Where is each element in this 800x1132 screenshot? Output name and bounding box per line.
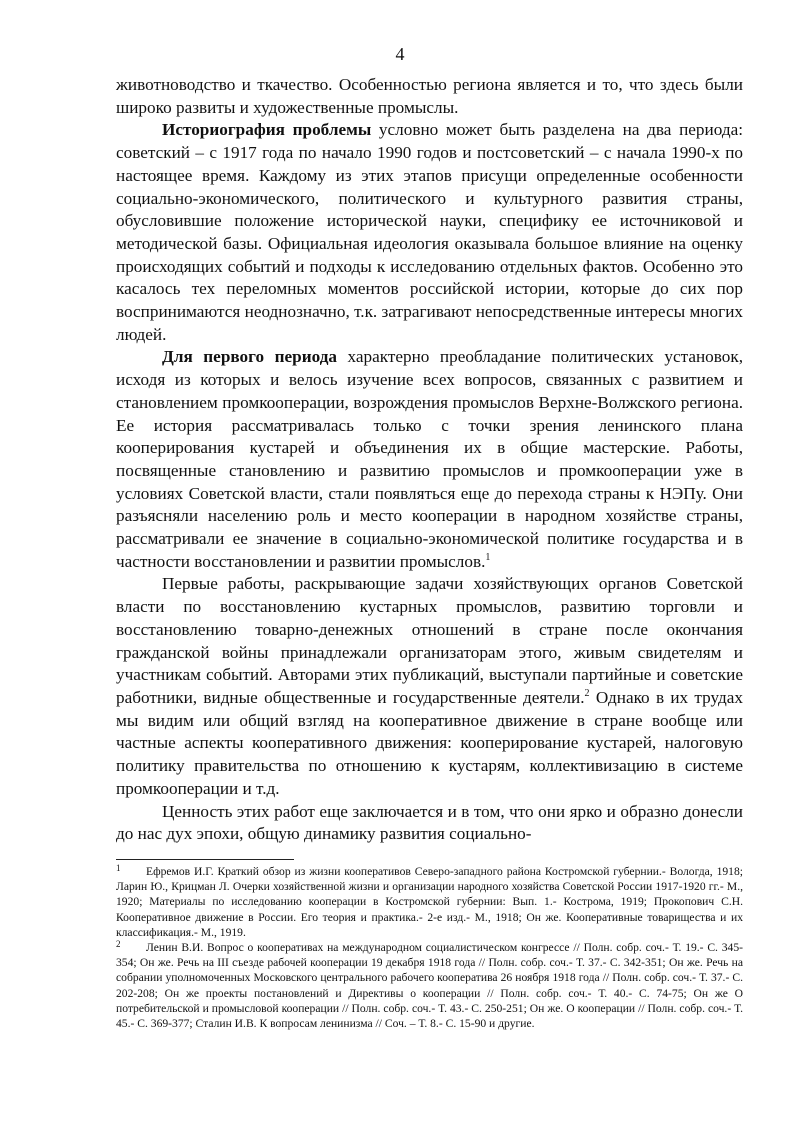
paragraph-2: [116, 119, 743, 346]
footnote-ref-1: 1: [485, 551, 491, 563]
footnote-ref-2: 2: [584, 687, 590, 699]
footnote-1: 1 Ефремов И.Г. Краткий обзор из жизни кооперативов Северо-западного района Костромской губернии.- Вологда, 1918; Ларин Ю., Крицман Л. Очерки хозяйственной жизни и организации народного хозяйства Советской России 1917-1920 гг.- М., 1920; Материалы по исследованию кооперации в Костромской губернии: Вып. 1.- Кострома, 1919; Прокопович С.Н. Кооперативное движение в России. Его теория и практика.- 2-е изд.- М., 1918; Он же. Кооперативные товарищества и их классификация.- М., 1919.: [116, 863, 743, 939]
footnote-2: 2 Ленин В.И. Вопрос о кооперативах на международном социалистическом конгрессе // Полн. собр. соч.- Т. 19.- С. 345-354; Он же. Речь на III съезде рабочей кооперации 19 декабря 1918 года // Полн. собр. соч.- Т. 37.- С. 342-351; Он же. Речь на собрании уполномоченных Московского центрального рабочего кооператива 26 ноября 1918 года // Полн. собр. соч.- Т. 37.- С. 202-208; Он же проекты постановлений и Директивы о кооперации // Полн. собр. соч.- Т. 40.- С. 74-75; Он же О потребительской и промысловой кооперации // Полн. собр. соч.- Т. 43.- С. 250-251; Он же. О кооперации // Полн. собр. соч.- Т. 45.- С. 369-377; Сталин И.В. К вопросам ленинизма // Соч. – Т. 8.- С. 15-90 и другие.: [116, 939, 743, 1031]
paragraph-4-tail: Однако в их трудах мы видим или общий взгляд на кооперативное движение в стране вообще или частные аспекты кооперативного движения: кооперирование кустарей, налоговую политику правительства по отношению к кустарям, коллективизацию в системе промкооперации и т.д.: [116, 687, 743, 798]
paragraph-4-text: Первые работы, раскрывающие задачи хозяйствующих органов Советской власти по восстановлению кустарных промыслов, развитию торговли и восстановлению товарно-денежных отношений в стране после окончания гражданской войны принадлежали организаторам этого, живым свидетелям и участникам событий. Авторами этих публикаций, выступали партийные и советские работники, видные общественные и государственные деятели.: [116, 574, 743, 707]
paragraph-1: [116, 74, 743, 119]
paragraph-2-text: условно может быть разделена на два периода: советский – с 1917 года по начало 1990 годов и постсоветский – с начала 1990-х по настоящее время. Каждому из этих этапов присущи определенные особенности социально-экономического, политического и культурного развития страны, обусловившие положение исторической науки, специфику ее источниковой и методической базы. Официальная идеология оказывала большое влияние на оценку происходящих событий и подходы к исследованию отдельных фактов. Особенно это касалось тех переломных моментов российской истории, которые до сих пор воспринимаются неоднозначно, т.к. затрагивают непосредственные интересы многих людей.: [116, 120, 743, 344]
paragraph-3: [116, 346, 743, 573]
footnote-2-text: Ленин В.И. Вопрос о кооперативах на международном социалистическом конгрессе // Полн. собр. соч.- Т. 19.- С. 345-354; Он же. Речь на III съезде рабочей кооперации 19 декабря 1918 года // Полн. собр. соч.- Т. 37.- С. 342-351; Он же. Речь на собрании уполномоченных Московского центрального рабочего кооператива 26 ноября 1918 года // Полн. собр. соч.- Т. 37.- С. 202-208; Он же проекты постановлений и Директивы о кооперации // Полн. собр. соч.- Т. 40.- С. 74-75; Он же О потребительской и промысловой кооперации // Полн. собр. соч.- Т. 43.- С. 250-251; Он же. О кооперации // Полн. собр. соч.- Т. 45.- С. 369-377; Сталин И.В. К вопросам ленинизма // Соч. – Т. 8.- С. 15-90 и другие.: [116, 941, 743, 1031]
page-number: 4: [395, 44, 405, 64]
paragraph-3-heading: Для первого периода: [162, 347, 337, 367]
paragraph-1-text: животноводство и ткачество. Особенностью региона является и то, что здесь были широко развиты и художественные промыслы.: [116, 75, 743, 117]
paragraph-4: [116, 573, 743, 800]
footnotes: [116, 864, 743, 1031]
body-text: [116, 74, 743, 846]
footnote-1-text: Ефремов И.Г. Краткий обзор из жизни кооперативов Северо-западного района Костромской губернии.- Вологда, 1918; Ларин Ю., Крицман Л. Очерки хозяйственной жизни и организации народного хозяйства Советской России 1917-1920 гг.- М., 1920; Материалы по исследованию кооперации в Костромской губернии: Вып. 1.- Кострома, 1919; Прокопович С.Н. Кооперативное движение в России. Его теория и практика.- 2-е изд.- М., 1918; Он же. Кооперативные товарищества и их классификация.- М., 1919.: [116, 865, 743, 939]
paragraph-5: [116, 801, 743, 846]
paragraph-3-text: характерно преобладание политических установок, исходя из которых и велось изучение всех вопросов, связанных с развитием и становлением промкооперации, возрождения промыслов Верхне-Волжского региона. Ее история рассматривалась только с точки зрения ленинского плана кооперирования кустарей и объединения их в общие мастерские. Работы, посвященные становлению и развитию промыслов и промкооперации уже в условиях Советской власти, стали появляться еще до перехода страны к НЭПу. Они разъясняли населению роль и место кооперации в народном хозяйстве страны, рассматривали ее значение в социально-экономической политике государства и в частности восстановлении и развитии промыслов.: [116, 347, 743, 571]
paragraph-2-heading: Историография проблемы: [162, 120, 372, 140]
footnote-divider: [116, 859, 294, 860]
paragraph-5-text: Ценность этих работ еще заключается и в том, что они ярко и образно донесли до нас дух эпохи, общую динамику развития социально-: [116, 801, 743, 844]
